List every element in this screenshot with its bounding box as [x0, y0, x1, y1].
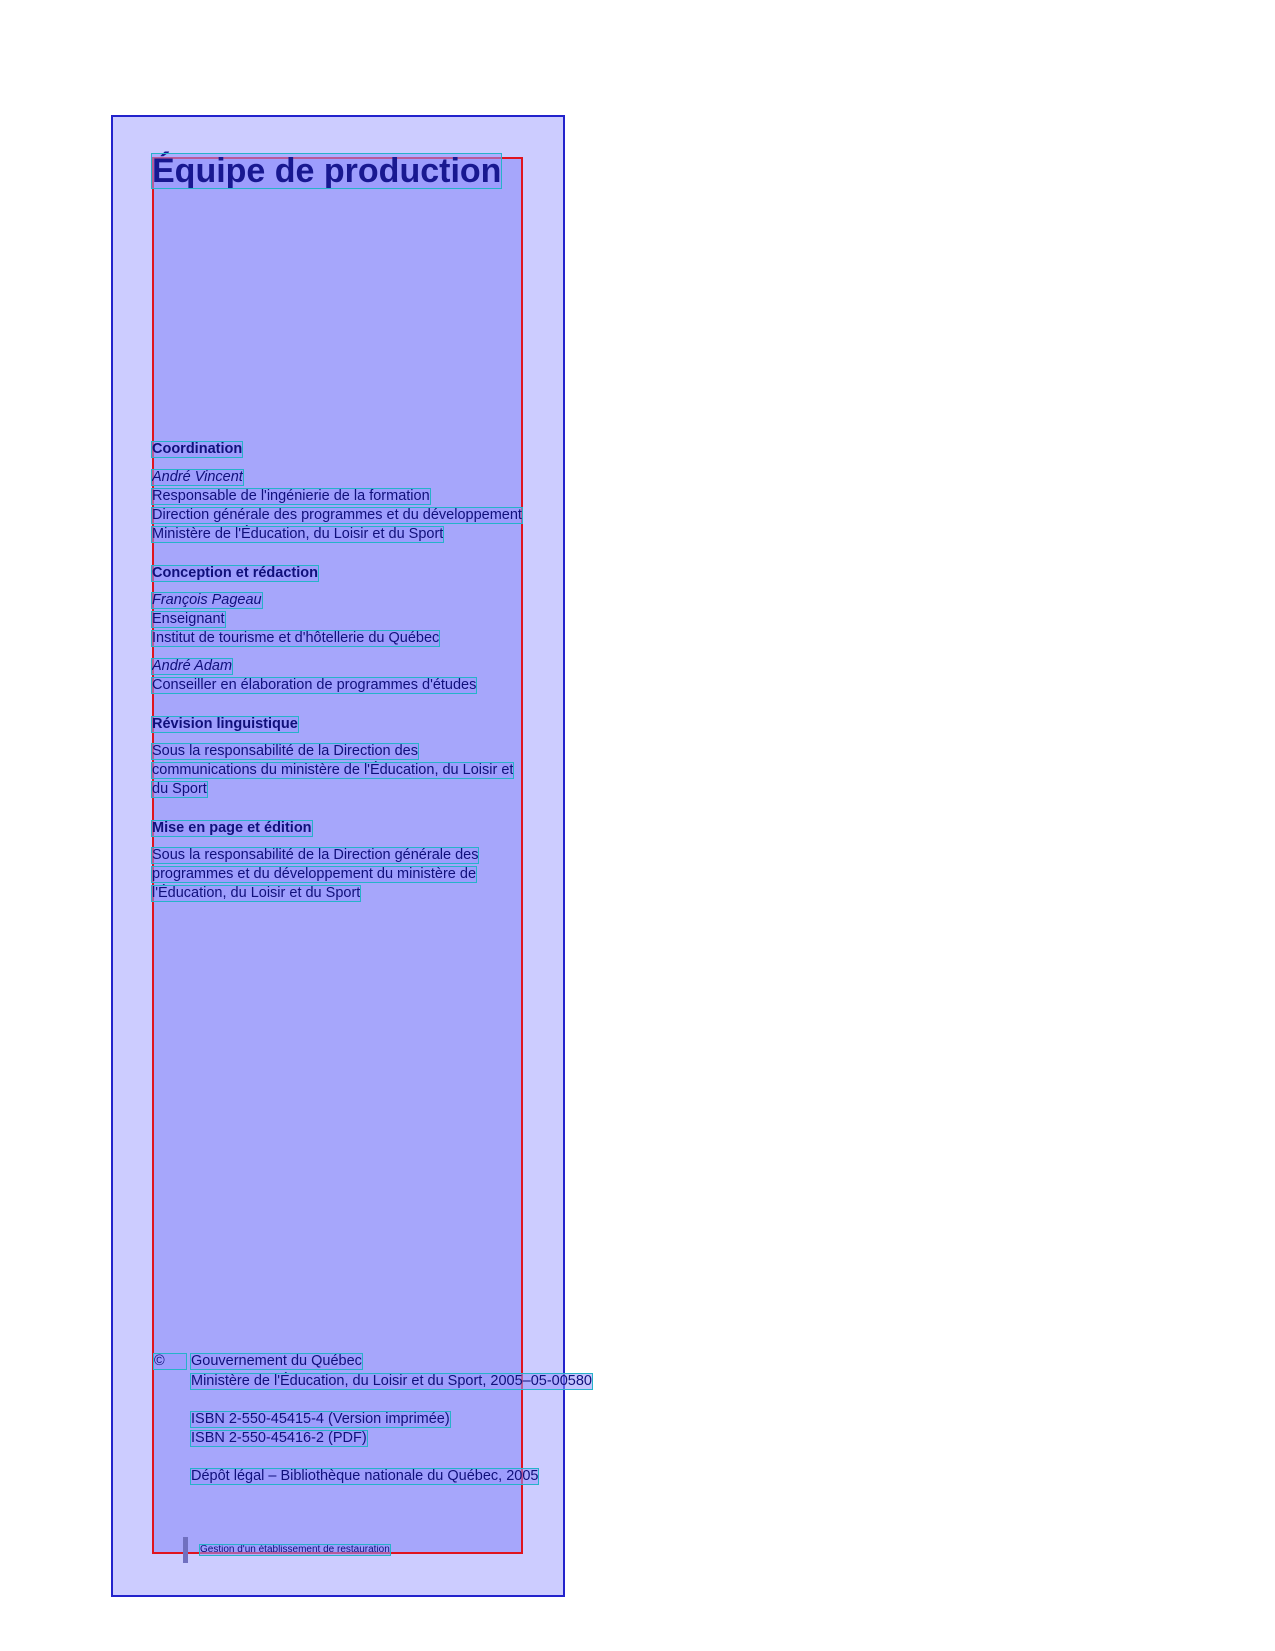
mise-en-page-line: programmes et du développement du ministère de — [152, 866, 477, 882]
section-heading-conception: Conception et rédaction — [152, 565, 318, 581]
coordination-line: Ministère de l'Éducation, du Loisir et du Sport — [152, 526, 444, 542]
depot-legal: Dépôt légal – Bibliothèque nationale du Québec, 2005 — [191, 1468, 539, 1484]
mise-en-page-line: Sous la responsabilité de la Direction générale des — [152, 847, 479, 863]
copyright-line: Ministère de l'Éducation, du Loisir et du Sport, 2005–05-00580 — [191, 1373, 592, 1389]
footer-text: Gestion d'un établissement de restauration — [200, 1544, 390, 1555]
conception-person2-line: Conseiller en élaboration de programmes d'études — [152, 677, 477, 693]
conception-person1-line: Enseignant — [152, 611, 225, 627]
page-title: Équipe de production — [152, 152, 502, 190]
coordination-line: Responsable de l'ingénierie de la formation — [152, 488, 430, 504]
revision-line: communications du ministère de l'Éducation, du Loisir et — [152, 762, 514, 778]
mise-en-page-line: l'Éducation, du Loisir et du Sport — [152, 885, 361, 901]
revision-line: Sous la responsabilité de la Direction des — [152, 743, 418, 759]
section-heading-coordination: Coordination — [152, 441, 243, 457]
conception-person1-name: François Pageau — [152, 592, 262, 608]
revision-line: du Sport — [152, 781, 207, 797]
coordination-name: André Vincent — [152, 469, 243, 485]
isbn-line: ISBN 2-550-45415-4 (Version imprimée) — [191, 1411, 450, 1427]
conception-person1-line: Institut de tourisme et d'hôtellerie du Québec — [152, 630, 440, 646]
isbn-line: ISBN 2-550-45416-2 (PDF) — [191, 1430, 367, 1446]
footer-bar — [183, 1537, 188, 1563]
conception-person2-name: André Adam — [152, 658, 233, 674]
copyright-line: Gouvernement du Québec — [191, 1353, 362, 1369]
section-heading-revision: Révision linguistique — [152, 716, 298, 732]
coordination-line: Direction générale des programmes et du développement — [152, 507, 522, 523]
copyright-symbol: © — [154, 1354, 186, 1369]
section-heading-mise-en-page: Mise en page et édition — [152, 820, 312, 836]
